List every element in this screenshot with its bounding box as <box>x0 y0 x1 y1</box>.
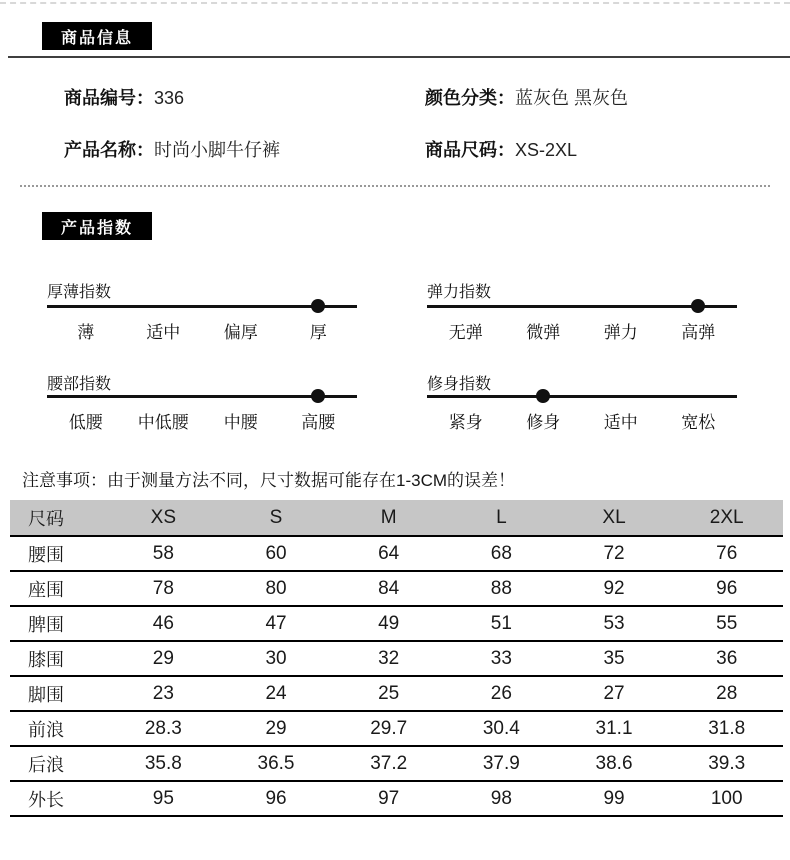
size-cell: 97 <box>378 787 400 809</box>
field-product-number <box>64 86 184 110</box>
size-cell: 96 <box>265 787 287 809</box>
section-badge-product-info <box>42 22 152 50</box>
section-title: 商品信息 <box>60 29 133 47</box>
size-cell: 64 <box>378 542 400 564</box>
field-product-sizes <box>425 138 577 162</box>
table-row <box>10 747 783 782</box>
size-cell: 35.8 <box>144 752 182 774</box>
measure-label-cell: 后浪 <box>28 754 64 775</box>
size-cell: 29 <box>265 717 287 739</box>
size-cell: 31.8 <box>708 717 746 739</box>
measure-label-cell: 外长 <box>28 789 64 810</box>
slider-option: 偏厚 <box>223 323 258 342</box>
measurement-notice: 注意事项：由于测量方法不同，尺寸数据可能存在1-3CM的误差！ <box>22 471 516 490</box>
header-cell: XS <box>150 506 177 528</box>
table-header-row <box>10 500 783 537</box>
slider-option: 适中 <box>603 413 638 432</box>
slider-option: 中腰 <box>223 413 258 432</box>
slider-title-thickness: 厚薄指数 <box>47 284 112 301</box>
size-cell: 31.1 <box>595 717 633 739</box>
measure-label-cell: 脾围 <box>28 614 64 635</box>
header-cell: M <box>380 506 397 528</box>
slider-option: 宽松 <box>681 413 716 432</box>
field-product-name <box>64 138 280 162</box>
slider-track-elasticity <box>427 305 737 308</box>
section-title: 产品指数 <box>60 219 133 237</box>
dotted-divider <box>20 185 770 187</box>
header-cell: 2XL <box>709 506 744 528</box>
size-cell: 68 <box>490 542 512 564</box>
size-cell: 78 <box>152 577 174 599</box>
size-cell: 55 <box>716 612 738 634</box>
size-cell: 30.4 <box>482 717 520 739</box>
size-cell: 58 <box>152 542 174 564</box>
size-cell: 37.2 <box>370 752 408 774</box>
slider-option: 低腰 <box>68 413 103 432</box>
table-row <box>10 782 783 817</box>
size-cell: 95 <box>152 787 174 809</box>
header-cell: 尺码 <box>28 508 64 529</box>
size-cell: 29 <box>152 647 174 669</box>
size-cell: 46 <box>152 612 174 634</box>
size-cell: 26 <box>490 682 512 704</box>
size-cell: 27 <box>603 682 625 704</box>
slider-track-fit <box>427 395 737 398</box>
slider-dot <box>311 389 325 403</box>
table-row <box>10 607 783 642</box>
size-cell: 96 <box>716 577 738 599</box>
field-label: 颜色分类： <box>425 88 515 108</box>
slider-option: 紧身 <box>448 413 483 432</box>
size-cell: 72 <box>603 542 625 564</box>
slider-option: 中低腰 <box>137 413 189 432</box>
slider-option: 适中 <box>146 323 181 342</box>
table-row <box>10 537 783 572</box>
slider-dot <box>691 299 705 313</box>
size-cell: 39.3 <box>708 752 746 774</box>
size-cell: 36 <box>716 647 738 669</box>
size-cell: 60 <box>265 542 287 564</box>
header-rule <box>8 56 790 58</box>
section-badge-product-index <box>42 212 152 240</box>
field-color-category <box>425 86 628 110</box>
size-cell: 32 <box>378 647 400 669</box>
size-cell: 28 <box>716 682 738 704</box>
field-label: 商品编号： <box>64 88 154 108</box>
size-cell: 47 <box>265 612 287 634</box>
slider-track-waist <box>47 395 357 398</box>
slider-options-fit <box>427 408 737 433</box>
measure-label-cell: 腰围 <box>28 544 64 565</box>
field-label: 产品名称： <box>64 140 154 160</box>
size-cell: 36.5 <box>257 752 295 774</box>
slider-option: 薄 <box>77 323 95 342</box>
slider-option: 高弹 <box>681 323 716 342</box>
size-cell: 25 <box>378 682 400 704</box>
size-cell: 98 <box>490 787 512 809</box>
header-cell: XL <box>602 506 626 528</box>
table-row <box>10 642 783 677</box>
field-value: 时尚小脚牛仔裤 <box>154 140 280 160</box>
table-row <box>10 677 783 712</box>
size-cell: 38.6 <box>595 752 633 774</box>
slider-option: 微弹 <box>526 323 561 342</box>
slider-track-thickness <box>47 305 357 308</box>
table-row <box>10 572 783 607</box>
size-cell: 23 <box>152 682 174 704</box>
header-cell: L <box>496 506 507 528</box>
measure-label-cell: 膝围 <box>28 649 64 670</box>
size-cell: 80 <box>265 577 287 599</box>
header-cell: S <box>269 506 283 528</box>
slider-title-elasticity: 弹力指数 <box>427 284 492 301</box>
size-cell: 76 <box>716 542 738 564</box>
slider-dot <box>311 299 325 313</box>
measure-label-cell: 前浪 <box>28 719 64 740</box>
slider-option: 修身 <box>526 413 561 432</box>
field-label: 商品尺码： <box>425 140 515 160</box>
slider-options-thickness <box>47 318 357 343</box>
measure-label-cell: 脚围 <box>28 684 64 705</box>
size-cell: 49 <box>378 612 400 634</box>
size-cell: 24 <box>265 682 287 704</box>
size-cell: 35 <box>603 647 625 669</box>
size-cell: 33 <box>490 647 512 669</box>
size-cell: 53 <box>603 612 625 634</box>
slider-dot <box>536 389 550 403</box>
size-cell: 29.7 <box>370 717 408 739</box>
slider-option: 无弹 <box>448 323 483 342</box>
size-cell: 88 <box>490 577 512 599</box>
size-cell: 37.9 <box>482 752 520 774</box>
table-row <box>10 712 783 747</box>
slider-title-waist: 腰部指数 <box>47 376 112 393</box>
size-cell: 30 <box>265 647 287 669</box>
size-cell: 51 <box>490 612 512 634</box>
slider-title-fit: 修身指数 <box>427 376 492 393</box>
field-value: 蓝灰色 黑灰色 <box>515 88 629 108</box>
field-value: XS-2XL <box>515 140 578 160</box>
size-cell: 100 <box>710 787 743 809</box>
slider-option: 高腰 <box>301 413 336 432</box>
slider-options-elasticity <box>427 318 737 343</box>
size-cell: 92 <box>603 577 625 599</box>
size-cell: 28.3 <box>144 717 182 739</box>
size-cell: 99 <box>603 787 625 809</box>
measure-label-cell: 座围 <box>28 579 64 600</box>
slider-option: 弹力 <box>603 323 638 342</box>
size-cell: 84 <box>378 577 400 599</box>
size-table <box>10 500 783 817</box>
slider-options-waist <box>47 408 357 433</box>
field-value: 336 <box>154 88 185 108</box>
top-dashed-divider <box>0 2 790 4</box>
slider-option: 厚 <box>309 323 327 342</box>
